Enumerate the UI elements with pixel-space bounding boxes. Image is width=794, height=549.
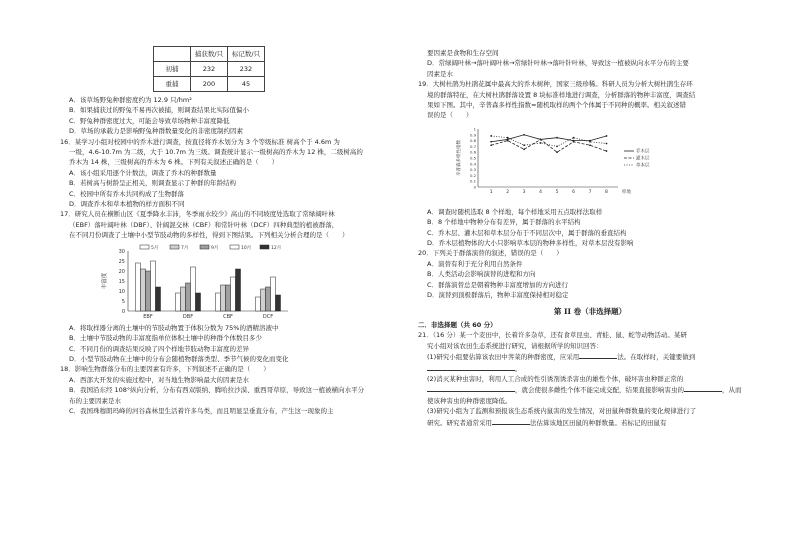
x-tick-label: 3 [522, 189, 526, 195]
legend-swatch [260, 245, 269, 249]
x-tick-label: 2 [506, 189, 510, 195]
text-span: ，从而 [722, 386, 742, 395]
text-span: 法。在取样时，关键要做到 [617, 353, 696, 362]
q16 [60, 137, 388, 210]
x-tick-label: 6 [572, 189, 575, 195]
y-tick-label: 25 [118, 258, 125, 265]
answer-blank[interactable] [492, 417, 530, 425]
text-line: 16．某学习小组对校园中的乔木进行调查，按直径将乔木划分为 3 个等级标准 树高个于 4.6m 为 [60, 137, 340, 146]
bar [186, 283, 191, 311]
q15-options [60, 95, 388, 137]
answer-line: 。 [418, 363, 762, 374]
y-tick-label: 0.8 [469, 137, 476, 143]
data-point [540, 138, 542, 140]
data-point [606, 142, 608, 144]
legend-label: 7月 [181, 245, 189, 251]
table-cell: 重捕 [154, 77, 191, 92]
x-tick-label: 4 [539, 189, 543, 195]
q21-part2 [418, 384, 762, 395]
text-line: D．小型节肢动物在土壤中的分布会随植物群落类型、季节气候的变化而变化 [69, 354, 289, 363]
data-point [507, 140, 509, 142]
text-line: A．将取样器分离的土壤中的节肢动物置于体积分数为 75%的酒精溶液中 [69, 323, 279, 332]
text-line: D．调查乔木和草本植物的样方面积不同 [69, 200, 185, 209]
text-line: 21．（16 分）某一个麦田中，长着许多杂草，还有食草昆虫、青蛙、鼠、蛇等动物活动。某研 [418, 331, 687, 340]
text-span: ，就会使很多雌性个体不能完成交配，结果直接影响害虫的 [515, 386, 684, 395]
data-point [490, 141, 492, 143]
data-point [556, 151, 558, 153]
table-cell: 232 [228, 62, 265, 77]
q18 [60, 364, 388, 416]
text-line: （EBF）落叶阔叶林（DBF）、针阔混交林（CBF）和常针叶林（DCF）四种典型的植被群落， [69, 220, 339, 229]
text-line: 误的是（ ） [427, 111, 473, 120]
x-tick-label: DCF [262, 313, 274, 320]
text-line: 17．研究人员在横断山区《夏季降水丰沛，冬季雨水较少》高山的不同坡度处选取了常绿阔叶林 [60, 210, 335, 219]
text-line: C．群落演替总是朝着物种丰富度增加的方向进行 [427, 280, 569, 289]
bar [256, 297, 261, 311]
data-point [606, 150, 608, 152]
y-tick-label: 0.9 [469, 132, 476, 138]
bar [226, 285, 231, 311]
text-line: 布的主要因素是水 [69, 396, 121, 405]
bar [196, 293, 201, 311]
y-tick-label: 0.2 [469, 172, 476, 178]
text-line: B．土壤中节肢动物的丰富度指单位体积土壤中的种群个体数目多少 [69, 334, 262, 343]
table-cell: 标记数/只 [228, 47, 265, 62]
text-span: (1)研究小组要估算该农田中荠菜的种群密度，应采用 [427, 353, 580, 362]
y-axis-label: 辛普森多样性指数 [457, 139, 462, 176]
legend-swatch [170, 245, 179, 249]
bar [191, 267, 196, 311]
text-line: A．调查时随机选取 8 个样地，每个样地采用五点取样法取样 [427, 207, 603, 216]
text-line: 果如下图。其中，辛普森多样性指数=随机取样的两个个体属于不同种的概率。相关叙述错 [427, 101, 686, 110]
legend-label: 乔木层 [636, 149, 650, 155]
x-tick-label: 1 [489, 189, 493, 195]
text-line: 境的群落特征，在大树杜鹃群落设置 8 块标准样地进行调查，分析群落的物种丰富度，调查结 [427, 90, 696, 99]
data-point [490, 135, 492, 137]
y-tick-label: 0.1 [469, 178, 476, 184]
data-point [606, 135, 608, 137]
bar [176, 293, 181, 311]
bar-chart [96, 243, 336, 321]
y-tick-label: 5 [121, 298, 125, 305]
legend-swatch [200, 245, 209, 249]
x-tick-label: EBF [143, 313, 153, 320]
text-line: (2)消灭某种虫害时，利用人工合成的性引诱剂诱杀害虫的雄性个体，破坏害虫种群正常的 [427, 374, 684, 383]
data-point [589, 141, 591, 143]
text-line: 在不同月份调查了土壤中小型节肢动物的多样性，得到下图结果。下列相关分析合理的是（ ） [69, 231, 349, 240]
bar [216, 293, 221, 311]
right-column [418, 48, 762, 428]
text-line: B．8 个样地中物种分布有差异，属于群落的水平结构 [427, 218, 581, 227]
left-column [60, 0, 388, 416]
text-line: A．该草场野兔种群密度约为 12.9 只/hm² [69, 96, 192, 104]
capture-table [153, 46, 265, 92]
text-line: D．演替到顶极群落后，物种丰富度保持相对稳定 [427, 291, 569, 300]
y-tick-label: 0 [473, 184, 476, 190]
text-line: 18．影响生物群落分布的主要因素有许多，下列叙述不正确的是（ ） [60, 365, 270, 374]
text-line: D．乔木层植物体的大小只影响草本层的物种多样性，对草本层没有影响 [427, 239, 634, 248]
x-tick-label: CBF [223, 313, 233, 320]
text-line: 究小组对该农田生态系统进行研究，请根据所学的知识回答： [427, 341, 603, 350]
text-line: 使该种害虫的种群密度降低。 [427, 396, 512, 405]
bar [261, 289, 266, 311]
data-point [540, 142, 542, 144]
x-axis-label: 样地 [622, 189, 631, 195]
bar [271, 277, 276, 311]
text-line: C．乔木层、灌木层和草本层分布于不同层次中，属于群落的垂直结构 [427, 228, 627, 237]
text-line: B．如果捕获过的野兔不易再次被捕，则调查结果比实际值偏小 [69, 106, 249, 115]
text-line: C．不同月份的调查结果反映了四个样地节肢动物丰富度的差异 [69, 344, 250, 353]
data-point [507, 137, 509, 139]
bar [136, 263, 141, 311]
x-tick-label: 7 [588, 189, 592, 195]
x-tick-label: 5 [555, 189, 559, 195]
y-tick-label: 0 [121, 308, 125, 315]
table-cell: 45 [228, 77, 265, 92]
table-cell: 200 [191, 77, 228, 92]
q17-options [60, 323, 388, 365]
text-line: 因素是水 [427, 69, 453, 78]
text-line: 一级，4.6-10.7m 为二级，大于 10.7m 为三级。调查统计显示一级树高的乔木为 12 株，二级树高的 [69, 148, 363, 157]
text-line: 20．下列关于群落演替的叙述，错误的是（ ） [418, 249, 563, 258]
answer-blank[interactable] [427, 384, 515, 392]
y-tick-label: 15 [118, 278, 125, 285]
y-tick-label: 1 [473, 126, 476, 132]
y-axis-label: 丰富度 [102, 272, 108, 289]
data-point [556, 145, 558, 147]
answer-blank[interactable] [427, 363, 515, 371]
table-cell [154, 47, 191, 62]
text-line: 要因素是食物和生存空间 [427, 49, 499, 57]
q21-part1 [418, 351, 762, 362]
table-cell: 232 [191, 62, 228, 77]
text-line: C．我国珠穆朗玛峰的河谷森林里生活着许多鸟类，而且明显呈垂直分布，产生这一现象的主 [69, 406, 334, 415]
text-line: 乔木为 14 株，三级树高的乔木为 6 株。下列有关叙述正确的是（ ） [69, 158, 279, 167]
section-heading: 二．非选择题（共 60 分） [418, 320, 497, 329]
y-tick-label: 0.6 [469, 149, 476, 155]
bar [151, 261, 156, 311]
legend-label: 5月 [151, 245, 159, 251]
text-line: (3)研究小组为了监测和预报该生态系统内鼠害的发生情况，对田鼠种群数量的变化规律进行了 [427, 407, 697, 416]
table-cell: 初捕 [154, 62, 191, 77]
x-tick-label: DBF [182, 313, 194, 320]
answer-blank[interactable] [684, 384, 722, 392]
data-point [573, 137, 575, 139]
bar [156, 287, 161, 311]
bar [221, 285, 226, 311]
text-line: A．西部大开发的实施过程中，对当地生物影响最大的因素是水 [69, 375, 249, 384]
y-tick-label: 0.3 [469, 166, 476, 172]
legend-label: 草本层 [636, 163, 650, 169]
data-point [490, 144, 492, 146]
text-line: B．人类活动会影响演替的进程和方向 [427, 270, 536, 279]
line-chart [448, 123, 668, 205]
q21-part3 [418, 417, 762, 428]
legend-label: 12月 [271, 245, 282, 251]
x-tick-label: 8 [605, 189, 608, 195]
bar [236, 269, 241, 311]
y-tick-label: 0.7 [469, 143, 476, 149]
q17 [60, 209, 388, 240]
data-point [573, 141, 575, 143]
text-span: 研究。研究者通常采用 [427, 418, 492, 427]
data-point [556, 137, 558, 139]
text-line: B．若树高与树龄呈正相关，则调查显示了种群的年龄结构 [69, 179, 236, 188]
legend-label: 9月 [211, 245, 219, 251]
text-line: D．草场的承载力是影响野兔种群数量变化的非密度制约因素 [69, 127, 244, 136]
bar [141, 269, 146, 311]
text-line: D．常绿阔叶林→落叶阔叶林→常绿针叶林→落叶针叶林，导致这一植被纵向水平分布的主要 [427, 59, 689, 68]
data-point [523, 144, 525, 146]
y-tick-label: 20 [118, 268, 125, 275]
data-point [523, 134, 525, 136]
bar [181, 287, 186, 311]
y-tick-label: 0.5 [469, 155, 476, 161]
y-tick-label: 30 [118, 248, 125, 255]
text-line: C．校园中所有乔木共同构成了生物群落 [69, 189, 185, 198]
text-line: C．野兔种群密度过大，可能会导致草场物种丰富度降低 [69, 116, 230, 125]
legend-label: 灌木层 [636, 156, 650, 162]
text-line: 19．大树杜鹃为杜鹃花属中最高大的乔木树种，国家三级珍稀。科研人员为分析大树杜鹃生存环 [418, 80, 693, 89]
section-title: 第 II 卷（非选择题） [553, 306, 627, 316]
legend-label: 10月 [241, 245, 252, 251]
text-line: A．该小组采用逐个计数法，调查了乔木的种群数量 [69, 168, 217, 177]
data-point [523, 148, 525, 150]
bar [231, 277, 236, 311]
data-point [589, 144, 591, 146]
answer-blank[interactable] [579, 351, 617, 359]
text-line: B．我国沿东经 108°纵向分析，分布有西双版纳、腾哈拉沙漠、重西哥草原，导致这一植被横向水平分 [69, 386, 365, 395]
table-cell: 捕获数/只 [191, 47, 228, 62]
text-line: A．演替有利于充分利用自然条件 [427, 259, 523, 268]
legend-swatch [140, 245, 149, 249]
bar [276, 295, 281, 311]
y-tick-label: 10 [118, 288, 125, 295]
bar [266, 287, 271, 311]
bar [146, 271, 151, 311]
y-tick-label: 0.4 [469, 161, 476, 167]
text-span: 法估算该地区田鼠的种群数量。若标记的田鼠有 [530, 418, 667, 427]
legend-swatch [230, 245, 239, 249]
